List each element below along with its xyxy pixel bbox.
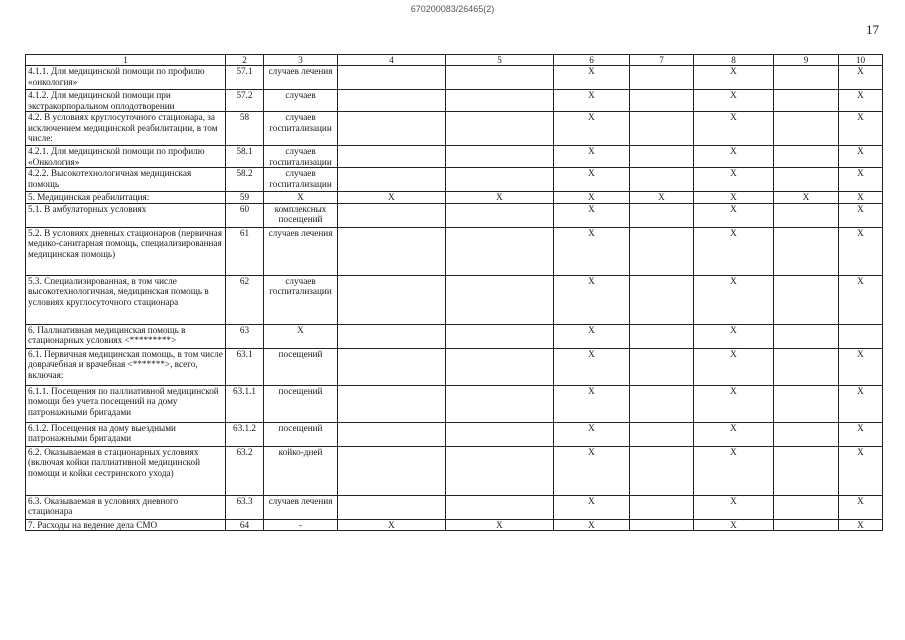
table-cell-col1: 6.3. Оказываемая в условиях дневного стационара	[26, 495, 226, 519]
table-cell-col6: X	[554, 385, 630, 422]
table-cell-col9	[774, 90, 839, 112]
table-cell-col10: X	[839, 168, 883, 192]
table-cell-col4	[338, 66, 446, 90]
table-cell-col6: X	[554, 112, 630, 146]
table-cell-col2: 63	[226, 324, 264, 348]
header-cell-8: 8	[694, 55, 774, 66]
table-cell-col8: X	[694, 446, 774, 495]
table-cell-col1: 5.2. В условиях дневных стационаров (первичная медико-санитарная помощь, специализированная медицинская помощь)	[26, 227, 226, 275]
table-cell-col9	[774, 227, 839, 275]
table-cell-col4	[338, 227, 446, 275]
table-cell-col5: X	[446, 192, 554, 204]
table-cell-col6: X	[554, 168, 630, 192]
table-row	[26, 192, 883, 204]
table-cell-col3: -	[264, 519, 338, 531]
table-cell-col1: 5.1. В амбулаторных условиях	[26, 203, 226, 227]
table-cell-col9	[774, 168, 839, 192]
table-cell-col6: X	[554, 324, 630, 348]
table-cell-col9	[774, 112, 839, 146]
table-cell-col3: случаев госпитализации	[264, 146, 338, 168]
table-cell-col4	[338, 146, 446, 168]
table-cell-col8: X	[694, 66, 774, 90]
document-id: 670200083/26465(2)	[410, 4, 495, 14]
table-cell-col5	[446, 348, 554, 385]
table-cell-col10: X	[839, 146, 883, 168]
table-cell-col9	[774, 275, 839, 324]
table-cell-col8: X	[694, 519, 774, 531]
table-row	[26, 519, 883, 531]
table-cell-col6: X	[554, 203, 630, 227]
table-cell-col2: 58.2	[226, 168, 264, 192]
table-row	[26, 146, 883, 168]
table-cell-col1: 6.1. Первичная медицинская помощь, в том числе доврачебная и врачебная <*******>, всего, включая:	[26, 348, 226, 385]
table-cell-col10: X	[839, 192, 883, 204]
table-cell-col2: 57.1	[226, 66, 264, 90]
table-cell-col9	[774, 203, 839, 227]
table-cell-col8: X	[694, 168, 774, 192]
table-cell-col5	[446, 90, 554, 112]
table-cell-col5	[446, 168, 554, 192]
table-cell-col5	[446, 275, 554, 324]
budget-table	[25, 54, 883, 531]
table-row	[26, 275, 883, 324]
table-cell-col10: X	[839, 446, 883, 495]
table-cell-col8: X	[694, 422, 774, 446]
table-cell-col9	[774, 495, 839, 519]
table-cell-col4	[338, 168, 446, 192]
header-cell-7: 7	[630, 55, 694, 66]
table-cell-col2: 59	[226, 192, 264, 204]
table-cell-col10: X	[839, 385, 883, 422]
table-row	[26, 112, 883, 146]
table-cell-col10: X	[839, 227, 883, 275]
table-row	[26, 203, 883, 227]
table-cell-col3: случаев лечения	[264, 495, 338, 519]
table-cell-col5	[446, 203, 554, 227]
header-cell-6: 6	[554, 55, 630, 66]
table-cell-col8: X	[694, 227, 774, 275]
table-cell-col3: случаев госпитализации	[264, 112, 338, 146]
table-cell-col9	[774, 385, 839, 422]
table-cell-col9	[774, 519, 839, 531]
table-cell-col2: 62	[226, 275, 264, 324]
table-cell-col6: X	[554, 90, 630, 112]
page-number: 17	[866, 22, 879, 37]
table-cell-col5	[446, 324, 554, 348]
table-cell-col8: X	[694, 495, 774, 519]
table-cell-col4	[338, 112, 446, 146]
table-cell-col7	[630, 422, 694, 446]
table-row	[26, 66, 883, 90]
table-cell-col8: X	[694, 348, 774, 385]
table-cell-col3: X	[264, 324, 338, 348]
table-cell-col1: 4.2. В условиях круглосуточного стационара, за исключением медицинской реабилитации, в том числе:	[26, 112, 226, 146]
table-cell-col3: случаев лечения	[264, 227, 338, 275]
table-row	[26, 90, 883, 112]
header-cell-3: 3	[264, 55, 338, 66]
table-cell-col6: X	[554, 348, 630, 385]
table-cell-col3: койко-дней	[264, 446, 338, 495]
table-cell-col6: X	[554, 227, 630, 275]
table-cell-col3: X	[264, 192, 338, 204]
table-cell-col1: 7. Расходы на ведение дела СМО	[26, 519, 226, 531]
table-cell-col3: посещений	[264, 385, 338, 422]
table-cell-col4	[338, 446, 446, 495]
table-row	[26, 227, 883, 275]
table-cell-col10: X	[839, 348, 883, 385]
table-cell-col8: X	[694, 192, 774, 204]
table-cell-col1: 4.1.2. Для медицинской помощи при экстракорпоральном оплодотворении	[26, 90, 226, 112]
table-cell-col5	[446, 227, 554, 275]
table-cell-col2: 64	[226, 519, 264, 531]
table-cell-col9: X	[774, 192, 839, 204]
table-cell-col7	[630, 275, 694, 324]
table-cell-col5	[446, 66, 554, 90]
table-cell-col3: посещений	[264, 348, 338, 385]
table-cell-col5	[446, 146, 554, 168]
table-row	[26, 168, 883, 192]
table-cell-col2: 63.1.2	[226, 422, 264, 446]
table-cell-col4: X	[338, 192, 446, 204]
table-cell-col3: комплексных посещений	[264, 203, 338, 227]
table-cell-col8: X	[694, 90, 774, 112]
table-cell-col9	[774, 446, 839, 495]
table-cell-col2: 63.1.1	[226, 385, 264, 422]
table-body	[26, 55, 883, 531]
table-cell-col1: 6.1.2. Посещения на дому выездными патронажными бригадами	[26, 422, 226, 446]
table-cell-col8: X	[694, 146, 774, 168]
table-cell-col6: X	[554, 146, 630, 168]
table-cell-col7	[630, 446, 694, 495]
table-cell-col5	[446, 422, 554, 446]
table-cell-col8: X	[694, 275, 774, 324]
table-cell-col8: X	[694, 385, 774, 422]
table-cell-col1: 6. Паллиативная медицинская помощь в стационарных условиях <*********>	[26, 324, 226, 348]
header-cell-5: 5	[446, 55, 554, 66]
table-cell-col9	[774, 348, 839, 385]
table-cell-col8: X	[694, 112, 774, 146]
table-cell-col10: X	[839, 66, 883, 90]
table-cell-col1: 6.2. Оказываемая в стационарных условиях (включая койки паллиативной медицинской помощи и койки сестринского ухода)	[26, 446, 226, 495]
table-cell-col8: X	[694, 203, 774, 227]
table-cell-col4	[338, 324, 446, 348]
table-cell-col7	[630, 385, 694, 422]
table-cell-col7	[630, 112, 694, 146]
table-cell-col10: X	[839, 495, 883, 519]
table-cell-col6: X	[554, 275, 630, 324]
table-cell-col7	[630, 146, 694, 168]
table-cell-col5: X	[446, 519, 554, 531]
table-cell-col9	[774, 422, 839, 446]
table-cell-col7	[630, 66, 694, 90]
table-cell-col9	[774, 324, 839, 348]
table-cell-col5	[446, 495, 554, 519]
table-row	[26, 422, 883, 446]
table-cell-col2: 61	[226, 227, 264, 275]
table-cell-col10: X	[839, 275, 883, 324]
table-cell-col7	[630, 495, 694, 519]
table-cell-col4	[338, 385, 446, 422]
table-cell-col4	[338, 348, 446, 385]
table-cell-col7	[630, 90, 694, 112]
table-cell-col10: X	[839, 519, 883, 531]
table-cell-col4: X	[338, 519, 446, 531]
table-cell-col10: X	[839, 422, 883, 446]
table-row	[26, 495, 883, 519]
table-cell-col4	[338, 90, 446, 112]
header-cell-10: 10	[839, 55, 883, 66]
table-cell-col2: 63.2	[226, 446, 264, 495]
table-cell-col2: 60	[226, 203, 264, 227]
table-cell-col10: X	[839, 112, 883, 146]
table-cell-col1: 5. Медицинская реабилитация:	[26, 192, 226, 204]
table-cell-col9	[774, 66, 839, 90]
table-cell-col1: 5.3. Специализированная, в том числе высокотехнологичная, медицинская помощь в условиях круглосуточного стационара	[26, 275, 226, 324]
table-cell-col2: 63.3	[226, 495, 264, 519]
table-cell-col4	[338, 275, 446, 324]
table-row	[26, 324, 883, 348]
table-cell-col3: случаев	[264, 90, 338, 112]
table-cell-col5	[446, 385, 554, 422]
table-cell-col5	[446, 112, 554, 146]
table-cell-col9	[774, 146, 839, 168]
table-cell-col5	[446, 446, 554, 495]
table-row	[26, 348, 883, 385]
table-cell-col6: X	[554, 519, 630, 531]
table-cell-col6: X	[554, 446, 630, 495]
table-cell-col7	[630, 227, 694, 275]
table-row	[26, 385, 883, 422]
header-row	[26, 55, 883, 66]
table-cell-col7	[630, 519, 694, 531]
table-cell-col6: X	[554, 192, 630, 204]
table-cell-col7	[630, 348, 694, 385]
table-cell-col2: 58.1	[226, 146, 264, 168]
table-cell-col7	[630, 203, 694, 227]
header-cell-1: 1	[26, 55, 226, 66]
table-cell-col4	[338, 495, 446, 519]
table-cell-col1: 4.1.1. Для медицинской помощи по профилю «онкология»	[26, 66, 226, 90]
table-cell-col3: случаев лечения	[264, 66, 338, 90]
table-cell-col3: случаев госпитализации	[264, 275, 338, 324]
header-cell-9: 9	[774, 55, 839, 66]
table-cell-col6: X	[554, 66, 630, 90]
table-cell-col6: X	[554, 495, 630, 519]
table-cell-col7	[630, 324, 694, 348]
table-cell-col10	[839, 324, 883, 348]
table-cell-col1: 4.2.2. Высокотехнологичная медицинская помощь	[26, 168, 226, 192]
table-cell-col7	[630, 168, 694, 192]
table-cell-col4	[338, 203, 446, 227]
table-cell-col2: 63.1	[226, 348, 264, 385]
header-cell-4: 4	[338, 55, 446, 66]
header-cell-2: 2	[226, 55, 264, 66]
table-cell-col2: 58	[226, 112, 264, 146]
table-cell-col4	[338, 422, 446, 446]
table-cell-col1: 4.2.1. Для медицинской помощи по профилю «Онкология»	[26, 146, 226, 168]
table-cell-col1: 6.1.1. Посещения по паллиативной медицинской помощи без учета посещений на дому патронажными бригадами	[26, 385, 226, 422]
table-cell-col7: X	[630, 192, 694, 204]
table-cell-col10: X	[839, 90, 883, 112]
table-cell-col3: посещений	[264, 422, 338, 446]
table-cell-col2: 57.2	[226, 90, 264, 112]
table-row	[26, 446, 883, 495]
table-cell-col10: X	[839, 203, 883, 227]
table-cell-col3: случаев госпитализации	[264, 168, 338, 192]
table-cell-col6: X	[554, 422, 630, 446]
table-cell-col8: X	[694, 324, 774, 348]
